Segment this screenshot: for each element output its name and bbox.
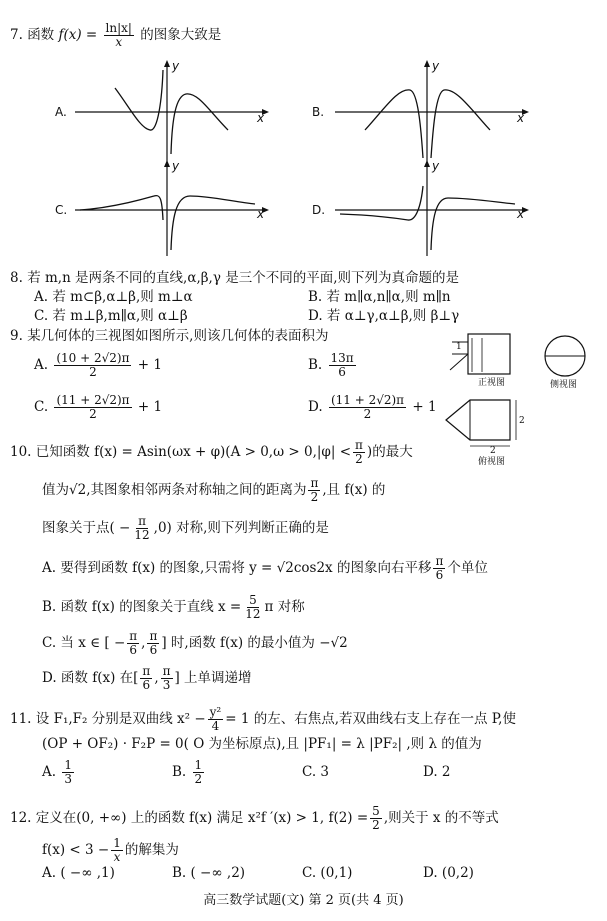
q7-graph-c-y: y — [172, 159, 180, 173]
q11-option-b: B. $\frac{1}{2}$ — [172, 758, 203, 787]
q7-graph-b-x: x — [517, 111, 525, 125]
q7-graph-b — [330, 58, 530, 166]
q9-stem: 9. 某几何体的三视图如图所示,则该几何体的表面积为 — [10, 328, 329, 344]
q8-option-d: D. 若 α⊥γ,α⊥β,则 β⊥γ — [308, 308, 460, 324]
q7-option-d-label: D. — [312, 203, 326, 217]
q7-option-a-label: A. — [55, 105, 67, 119]
q7-option-b-label: B. — [312, 105, 325, 119]
q12-option-a: A. ( −∞ ,1) — [42, 865, 115, 881]
q10-option-a: A. 要得到函数 f(x) 的图象,只需将 y = √2cos2x 的图象向右平移 $\frac{\pi}{6}$ 个单位 — [42, 554, 488, 583]
q10-line3: 图象关于点( − $\frac{\pi}{12}$ ,0) 对称,则下列判断正确的是 — [42, 514, 329, 543]
q9-option-a: A. $\frac{(10 + 2√2)\pi}{2}$ + 1 — [34, 351, 162, 380]
q9-option-b: B. $\frac{13\pi}{6}$ — [308, 351, 354, 380]
q10-option-b: B. 函数 f(x) 的图象关于直线 x = $\frac{5}{12}$ π 对称 — [42, 593, 305, 622]
q10-line1: 10. 已知函数 f(x) = Asin(ωx + φ)(A > 0,ω > 0,|φ| < $\frac{\pi}{2}$ )的最大 — [10, 438, 413, 467]
q9-label-top: 俯视图 — [478, 457, 506, 467]
q10-line2: 值为√2,其图象相邻两条对称轴之间的距离为 $\frac{\pi}{2}$ ,且 f(x) 的 — [42, 476, 386, 505]
q10-option-c: C. 当 x ∈ [ − $\frac{\pi}{6}$ , $\frac{\pi}{6}$ ] 时,函数 f(x) 的最小值为 −√2 — [42, 629, 348, 658]
q9-side-view — [540, 334, 590, 384]
q9-option-c: C. $\frac{(11 + 2√2)\pi}{2}$ + 1 — [34, 393, 163, 422]
q10-option-d: D. 函数 f(x) 在[ $\frac{\pi}{6}$ , $\frac{\pi}{3}$ ] 上单调递增 — [42, 664, 252, 693]
q7-stem: 7. 函数 f(x) = $\frac{\ln|x|}{x}$ 的图象大致是 — [10, 21, 222, 50]
q11-option-d: D. 2 — [423, 764, 451, 780]
q9-dim-2a: 2 — [519, 416, 525, 426]
q8-option-a: A. 若 m⊂β,α⊥β,则 m⊥α — [34, 289, 193, 305]
q9-option-d: D. $\frac{(11 + 2√2)\pi}{2}$ + 1 — [308, 393, 437, 422]
page-footer: 高三数学试题(文) 第 2 页(共 4 页) — [203, 893, 404, 908]
q12-option-d: D. (0,2) — [423, 865, 474, 881]
q9-dim-1: 1 — [456, 342, 462, 352]
q12-line2: f(x) < 3 − $\frac{1}{x}$ 的解集为 — [42, 836, 179, 865]
q8-option-b: B. 若 m∥α,n∥α,则 m∥n — [308, 289, 451, 305]
q11-option-c: C. 3 — [302, 764, 330, 780]
q7-graph-d-y: y — [432, 159, 440, 173]
q8-stem: 8. 若 m,n 是两条不同的直线,α,β,γ 是三个不同的平面,则下列为真命题的是 — [10, 270, 460, 286]
q7-graph-a-x: x — [257, 111, 265, 125]
q9-dim-2b: 2 — [490, 446, 496, 456]
q12-line1: 12. 定义在(0, +∞) 上的函数 f(x) 满足 x²f ′(x) > 1, f(2) = $\frac{5}{2}$ ,则关于 x 的不等式 — [10, 804, 499, 833]
q7-graph-d-x: x — [517, 207, 525, 221]
q12-option-c: C. (0,1) — [302, 865, 353, 881]
q7-option-c-label: C. — [55, 203, 68, 217]
q7-graph-c — [70, 158, 270, 258]
q9-label-side: 侧视图 — [550, 380, 578, 390]
q8-option-c: C. 若 m⊥β,m∥α,则 α⊥β — [34, 308, 188, 324]
q7-graph-b-y: y — [432, 59, 440, 73]
q7-graph-a-y: y — [172, 59, 180, 73]
q11-option-a: A. $\frac{1}{3}$ — [42, 758, 72, 787]
q11-line1: 11. 设 F₁,F₂ 分别是双曲线 x² − $\frac{\text{y²}}{4}$ = 1 的左、右焦点,若双曲线右支上存在一点 P,使 — [10, 705, 516, 734]
q12-option-b: B. ( −∞ ,2) — [172, 865, 246, 881]
q11-line2: (OP + OF₂) · F₂P = 0( O 为坐标原点),且 |PF₁| = λ |PF₂| ,则 λ 的值为 — [42, 736, 482, 752]
q7-graph-c-x: x — [257, 207, 265, 221]
q9-label-front: 正视图 — [478, 378, 506, 388]
q9-front-view — [448, 332, 520, 384]
q7-graph-a — [70, 58, 270, 166]
q7-graph-d — [330, 158, 530, 258]
